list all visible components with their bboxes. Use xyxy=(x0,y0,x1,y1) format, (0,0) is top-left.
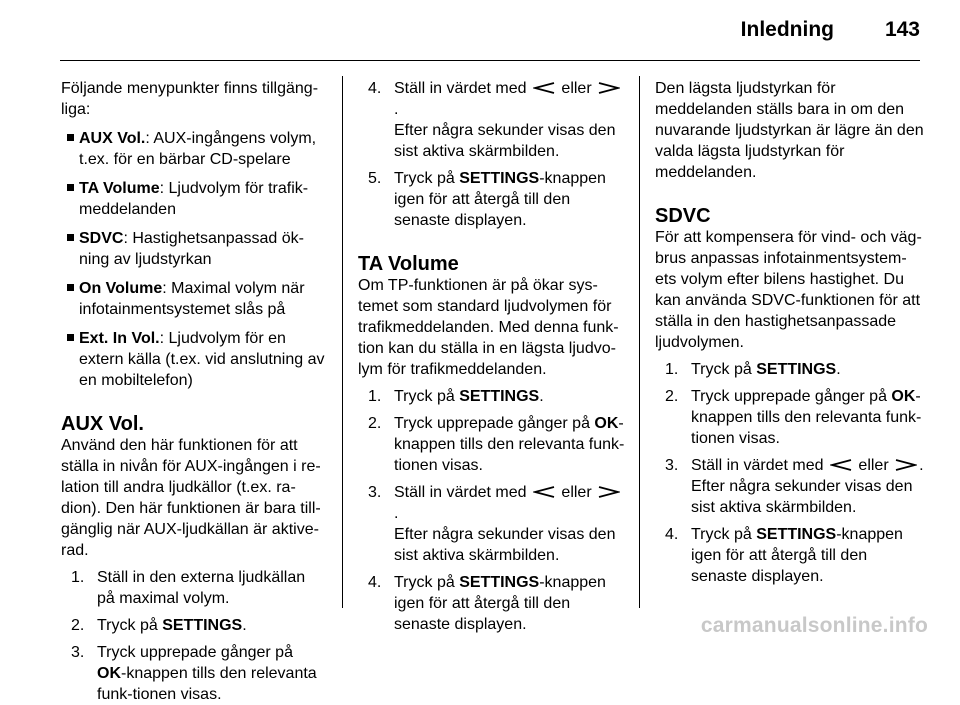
step-subtext: Efter några sekunder visas den sist aktiva skärmbilden. xyxy=(691,478,913,516)
page-number: 143 xyxy=(884,18,920,41)
page-title: Inledning xyxy=(740,18,834,41)
settings-button-label: SETTINGS xyxy=(162,617,243,634)
column-divider-2 xyxy=(639,76,640,608)
step-number: 1. xyxy=(71,569,85,586)
ok-button-label: OK xyxy=(97,665,121,682)
step-text: Tryck upprepade gånger på xyxy=(97,644,293,661)
step-text: Tryck på xyxy=(394,388,460,405)
step-subtext: Efter några sekunder visas den sist aktiva skärmbilden. xyxy=(394,122,616,160)
list-item-text: : Ljudvolym för en extern källa (t.ex. vid anslutning av en mobiltelefon) xyxy=(79,330,325,389)
step-text: Ställ in värdet med xyxy=(691,457,824,474)
step-text: Ställ in värdet med xyxy=(394,484,527,501)
list-item-text: : Maximal volym när infotainmentsystemet slås på xyxy=(79,280,305,318)
intro-text: Den lägsta ljudstyrkan för meddelanden ställs bara in om den nuvarande ljudstyrkan är lägre än den valda lägsta ljudstyrkan för meddelanden. xyxy=(655,80,924,181)
section-heading: AUX Vol. xyxy=(61,413,144,435)
list-item-text: : Ljudvolym för trafik-meddelanden xyxy=(79,180,309,218)
arrow-left-icon xyxy=(533,81,555,95)
step-subtext: Efter några sekunder visas den sist aktiva skärmbilden. xyxy=(394,526,616,564)
step-text: Tryck på xyxy=(394,574,460,591)
section-body: För att kompensera för vind- och väg-brus anpassas infotainmentsystem-ets volym efter bilens hastighet. Du kan använda SDVC-funktionen för att ställa in den hastighetsanpassade ljudvolymen. xyxy=(655,229,922,351)
bullet-icon xyxy=(67,234,74,241)
step-number: 2. xyxy=(368,415,382,432)
step-text: Tryck upprepade gånger på xyxy=(691,388,892,405)
column-1 xyxy=(61,78,326,705)
step-text: -knappen igen för att återgå till den senaste displayen. xyxy=(691,526,903,585)
list-item-text: : AUX-ingångens volym, t.ex. för en bärbar CD-spelare xyxy=(79,130,317,168)
step-text: Ställ in den externa ljudkällan på maximal volym. xyxy=(97,569,306,607)
ok-button-label: OK xyxy=(594,415,619,432)
step-number: 3. xyxy=(665,457,679,474)
step-item xyxy=(368,78,626,120)
arrow-right-icon xyxy=(598,81,620,95)
step-item xyxy=(665,359,927,380)
step-number: 5. xyxy=(368,170,382,187)
step-item xyxy=(368,482,626,524)
section-body: Om TP-funktionen är på ökar sys-temet som standard ljudvolymen för trafikmeddelanden. Med denna funk-tion kan du ställa in en lägsta ljudvo-lym för trafikmeddelanden. xyxy=(358,277,619,378)
step-text: . xyxy=(919,457,924,474)
bullet-icon xyxy=(67,284,74,291)
ok-button-label: OK xyxy=(891,388,916,405)
step-text: Tryck på xyxy=(97,617,163,634)
list-item xyxy=(61,328,326,391)
step-text: Tryck på xyxy=(691,361,757,378)
step-number: 4. xyxy=(368,574,382,591)
list-item-text: : Hastighetsanpassad ök-ning av ljudstyrkan xyxy=(79,230,304,268)
step-text: . xyxy=(836,361,841,378)
list-item xyxy=(61,278,326,320)
step-text: -knappen tills den relevanta funk-tionen visas. xyxy=(97,665,317,703)
step-item xyxy=(665,455,927,476)
step-item xyxy=(665,524,927,587)
list-item xyxy=(61,228,326,270)
step-number: 2. xyxy=(71,617,85,634)
step-text: eller xyxy=(858,457,889,474)
section-heading: SDVC xyxy=(655,205,711,227)
list-item-term: Ext. In Vol. xyxy=(79,330,160,347)
list-item-term: SDVC xyxy=(79,230,124,247)
header-divider xyxy=(60,60,920,61)
step-text: Tryck på xyxy=(394,170,460,187)
list-item-term: On Volume xyxy=(79,280,163,297)
step-text: . xyxy=(394,505,399,522)
step-number: 4. xyxy=(665,526,679,543)
step-item xyxy=(665,386,927,449)
settings-button-label: SETTINGS xyxy=(756,361,837,378)
step-number: 1. xyxy=(368,388,382,405)
step-item xyxy=(71,615,326,636)
step-number: 4. xyxy=(368,80,382,97)
step-text: -knappen igen för att återgå till den senaste displayen. xyxy=(394,574,606,633)
step-item xyxy=(368,413,626,476)
step-item xyxy=(71,642,326,705)
list-item xyxy=(61,178,326,220)
column-3 xyxy=(655,78,927,587)
step-text: eller xyxy=(561,80,592,97)
step-number: 1. xyxy=(665,361,679,378)
step-text: -knappen igen för att återgå till den senaste displayen. xyxy=(394,170,606,229)
step-number: 2. xyxy=(665,388,679,405)
section-heading: TA Volume xyxy=(358,253,459,275)
watermark: carmanualsonline.info xyxy=(700,614,928,637)
arrow-right-icon xyxy=(895,458,917,472)
bullet-icon xyxy=(67,134,74,141)
step-number: 3. xyxy=(368,484,382,501)
column-divider-1 xyxy=(342,76,343,608)
column-2 xyxy=(358,78,626,635)
arrow-right-icon xyxy=(598,485,620,499)
settings-button-label: SETTINGS xyxy=(756,526,837,543)
list-item-term: AUX Vol. xyxy=(79,130,146,147)
step-text: -knappen tills den relevanta funk-tionen visas. xyxy=(394,415,625,474)
step-text: Tryck upprepade gånger på xyxy=(394,415,595,432)
step-text: . xyxy=(539,388,544,405)
settings-button-label: SETTINGS xyxy=(459,170,540,187)
settings-button-label: SETTINGS xyxy=(459,388,540,405)
arrow-left-icon xyxy=(533,485,555,499)
arrow-left-icon xyxy=(830,458,852,472)
bullet-icon xyxy=(67,334,74,341)
step-item xyxy=(368,386,626,407)
step-item xyxy=(71,567,326,609)
step-text: eller xyxy=(561,484,592,501)
step-text: . xyxy=(242,617,247,634)
step-text: . xyxy=(394,101,399,118)
step-item xyxy=(368,168,626,231)
settings-button-label: SETTINGS xyxy=(459,574,540,591)
step-number: 3. xyxy=(71,644,85,661)
step-text: -knappen tills den relevanta funk-tionen visas. xyxy=(691,388,922,447)
bullet-icon xyxy=(67,184,74,191)
list-item-term: TA Volume xyxy=(79,180,160,197)
list-item xyxy=(61,128,326,170)
intro-text: Följande menypunkter finns tillgäng-liga: xyxy=(61,80,319,118)
section-body: Använd den här funktionen för att ställa in nivån för AUX-ingången i re-lation till andra ljudkällor (t.ex. ra-dion). Den här funktionen är bara till-gänglig när AUX-ljudkällan är aktive-rad. xyxy=(61,437,321,559)
step-text: Tryck på xyxy=(691,526,757,543)
step-item xyxy=(368,572,626,635)
step-text: Ställ in värdet med xyxy=(394,80,527,97)
